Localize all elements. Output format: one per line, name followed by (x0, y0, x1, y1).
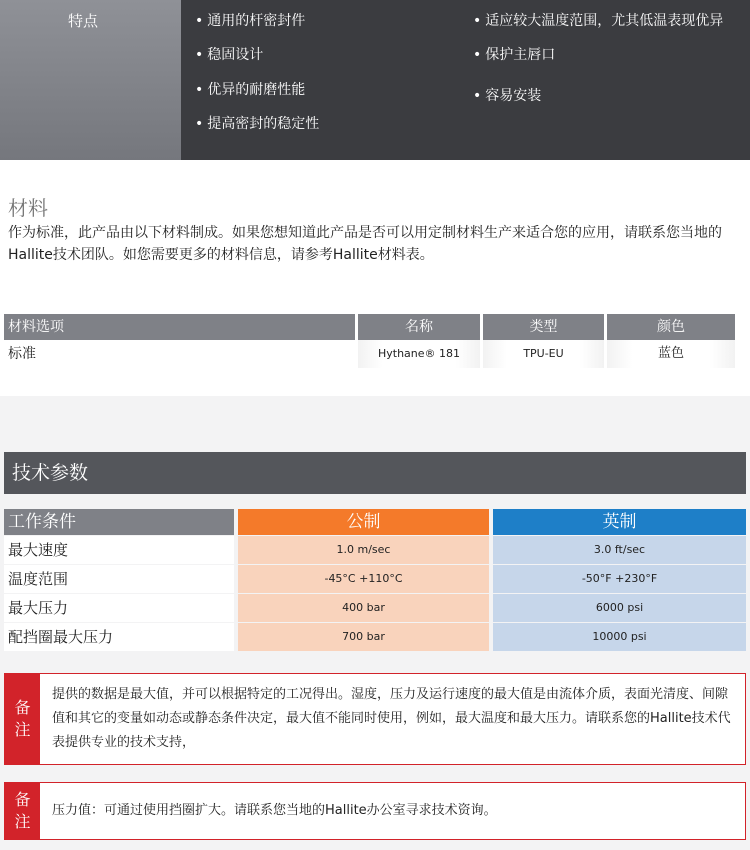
table-row (4, 536, 746, 564)
cell-metric: 1.0 m/sec (238, 536, 489, 564)
table-row (4, 565, 746, 593)
note-box (4, 673, 746, 765)
tech-table-header (4, 509, 746, 535)
note-box (4, 782, 746, 840)
feature-item: • 优异的耐磨性能 (195, 79, 305, 99)
cell-type: TPU-EU (483, 340, 604, 368)
cell-name: Hythane® 181 (358, 340, 480, 368)
cell-condition: 温度范围 (4, 565, 234, 593)
cell-material-option: 标准 (8, 346, 36, 362)
header-name: 名称 (358, 314, 480, 340)
cell-color: 蓝色 (607, 340, 735, 368)
table-row (4, 594, 746, 622)
features-label-column (0, 0, 181, 160)
features-list (181, 0, 750, 160)
cell-imperial: 3.0 ft/sec (493, 536, 746, 564)
header-material-option: 材料选项 (4, 314, 355, 340)
cell-metric: -45°C +110°C (238, 565, 489, 593)
cell-metric: 400 bar (238, 594, 489, 622)
tech-title: 技术参数 (4, 452, 746, 494)
header-conditions: 工作条件 (4, 509, 234, 535)
table-row (4, 340, 746, 368)
header-color: 颜色 (607, 314, 735, 340)
tech-table (4, 509, 746, 651)
feature-item: • 适应较大温度范围，尤其低温表现优异 (473, 10, 723, 30)
cell-condition: 最大压力 (4, 594, 234, 622)
materials-table-header (4, 314, 746, 340)
cell-imperial: 10000 psi (493, 623, 746, 651)
note-tag: 备注 (5, 674, 40, 764)
materials-title: 材料 (8, 196, 48, 220)
note-text: 压力值：可通过使用挡圈扩大。请联系您当地的Hallite办公室寻求技术资询。 (52, 803, 497, 818)
cell-imperial: 6000 psi (493, 594, 746, 622)
header-type: 类型 (483, 314, 604, 340)
cell-condition: 最大速度 (4, 536, 234, 564)
materials-table (4, 314, 746, 368)
cell-imperial: -50°F +230°F (493, 565, 746, 593)
note-text: 提供的数据是最大值，并可以根据特定的工况得出。湿度，压力及运行速度的最大值是由流体介质，表面光清度、间隙值和其它的变量如动态或静态条件决定，最大值不能同时使用，例如，最大温度和最大压力。请联系您的Hallite技术代表提供专业的技术支持， (52, 687, 731, 750)
materials-description: 作为标准，此产品由以下材料制成。如果您想知道此产品是否可以用定制材料生产来适合您的应用，请联系您当地的Hallite技术团队。如您需要更多的材料信息，请参考Hallite材料表。 (8, 225, 722, 263)
table-row (4, 623, 746, 651)
feature-item: • 提高密封的稳定性 (195, 113, 319, 133)
header-imperial: 英制 (493, 509, 746, 535)
feature-item: • 稳固设计 (195, 44, 263, 64)
cell-metric: 700 bar (238, 623, 489, 651)
header-metric: 公制 (238, 509, 489, 535)
feature-item: • 容易安装 (473, 85, 541, 105)
feature-item: • 通用的杆密封件 (195, 10, 305, 30)
cell-condition: 配挡圈最大压力 (4, 623, 234, 651)
note-tag: 备注 (5, 783, 40, 839)
features-label: 特点 (68, 12, 99, 30)
feature-item: • 保护主唇口 (473, 44, 555, 64)
features-section (0, 0, 750, 160)
